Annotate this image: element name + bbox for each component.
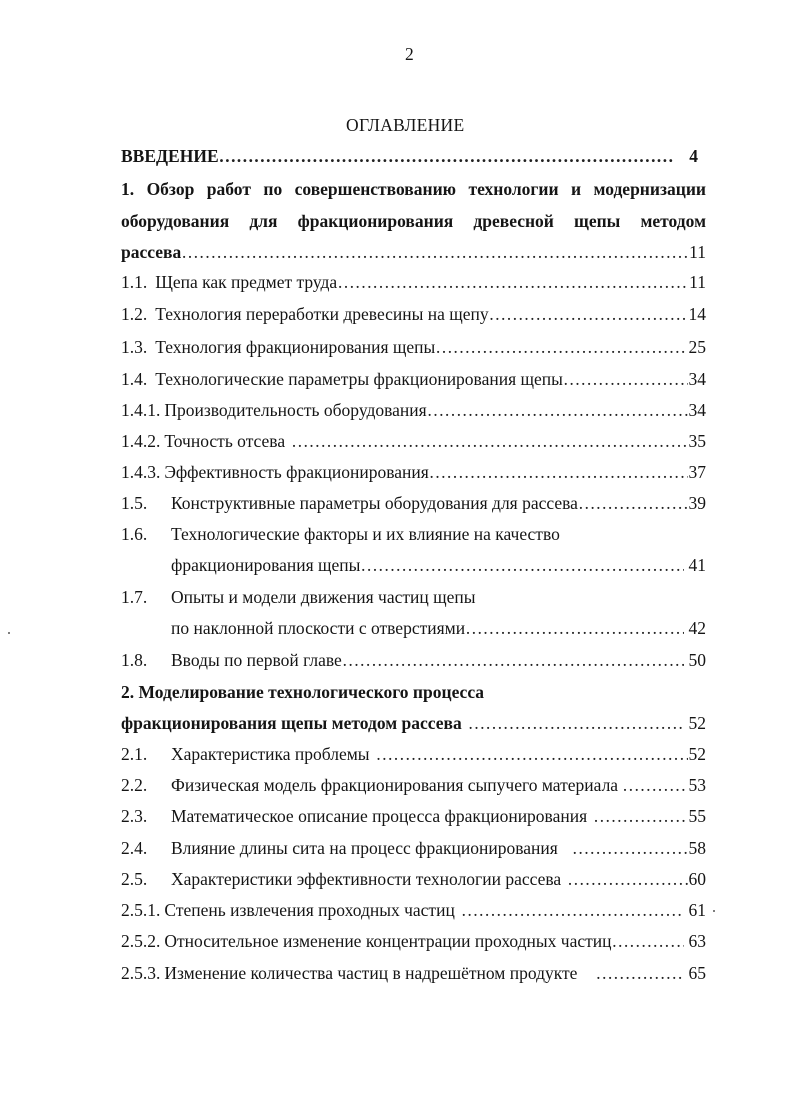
- toc-entry-1-5[interactable]: [171, 490, 706, 516]
- entry-title: Технологические параметры фракционирования щепы: [155, 369, 563, 389]
- toc-entry-1-2[interactable]: [121, 301, 706, 327]
- entry-number: 2.1.: [121, 744, 148, 764]
- entry-number: 1.8.: [121, 650, 148, 670]
- entry-title: фракционирования щепы: [171, 555, 361, 575]
- dot-leader: [435, 334, 687, 360]
- entry-title: Относительное изменение концентрации проходных частиц: [164, 931, 612, 951]
- entry-title: фракционирования щепы методом рассева: [121, 713, 462, 733]
- entry-title: Характеристики эффективности технологии рассева: [171, 869, 562, 889]
- entry-title: рассева: [121, 242, 182, 262]
- dot-leader: [376, 741, 688, 767]
- entry-number: 1.4.1.: [121, 400, 161, 420]
- entry-number: 1.3.: [121, 337, 148, 357]
- entry-number: 1.4.2.: [121, 431, 161, 451]
- dot-leader: [219, 143, 676, 169]
- entry-title: Изменение количества частиц в надрешётном продукте: [164, 963, 578, 983]
- toc-entry-2-5[interactable]: [171, 866, 706, 892]
- dot-leader: [468, 710, 684, 736]
- entry-page: 35: [688, 431, 706, 451]
- entry-page: 55: [688, 806, 706, 826]
- entry-number: 1.5.: [121, 493, 148, 513]
- entry-number: 2.5.2.: [121, 931, 161, 951]
- entry-number: 2.5.1.: [121, 900, 161, 920]
- entry-title: Щепа как предмет труда: [155, 272, 338, 292]
- entry-title: ВВЕДЕНИЕ: [121, 146, 219, 166]
- dot-leader: [572, 835, 688, 861]
- dot-leader: [337, 269, 688, 295]
- dot-leader: [429, 459, 688, 485]
- entry-page: 50: [688, 650, 706, 670]
- toc-entry-1-6-line1[interactable]: Технологические факторы и их влияние на качество: [171, 524, 560, 544]
- entry-title: Производительность оборудования: [164, 400, 427, 420]
- entry-page: 42: [688, 618, 706, 638]
- entry-title: Математическое описание процесса фракционирования: [171, 806, 588, 826]
- toc-entry-1-3[interactable]: [121, 334, 706, 360]
- entry-page: 34: [688, 369, 706, 389]
- toc-entry-1-7[interactable]: [171, 615, 706, 641]
- entry-number: 2.5.: [121, 869, 148, 889]
- entry-number: 2.4.: [121, 838, 148, 858]
- toc-entry-intro[interactable]: [121, 143, 698, 169]
- toc-chapter-1-line1[interactable]: 1. Обзор работ по совершенствованию технологии и модернизации: [121, 179, 706, 199]
- entry-number: 1.1.: [121, 272, 148, 292]
- dot-leader: [427, 397, 688, 423]
- entry-title: Технология фракционирования щепы: [155, 337, 436, 357]
- toc-chapter-2-line1[interactable]: 2. Моделирование технологического процесса: [121, 682, 485, 702]
- dot-leader: [567, 866, 687, 892]
- entry-page: 53: [688, 775, 706, 795]
- dot-leader: [595, 960, 683, 986]
- toc-entry-1-4-1[interactable]: [121, 397, 706, 423]
- dot-leader: [563, 366, 688, 392]
- toc-entry-2-2[interactable]: [171, 772, 706, 798]
- entry-page: 41: [688, 555, 706, 575]
- entry-page: 39: [688, 493, 706, 513]
- entry-page: 52: [688, 713, 706, 733]
- entry-title: Эффективность фракционирования: [164, 462, 429, 482]
- entry-title: Конструктивные параметры оборудования для рассева: [171, 493, 578, 513]
- entry-title: Точность отсева: [164, 431, 286, 451]
- toc-chapter-1-line2[interactable]: оборудования для фракционирования древесной щепы методом: [121, 211, 706, 231]
- toc-entry-1-6[interactable]: [171, 552, 706, 578]
- scan-speck: [713, 910, 715, 912]
- entry-page: 37: [688, 462, 706, 482]
- entry-page: 61: [688, 900, 706, 920]
- entry-page: 63: [688, 931, 706, 951]
- toc-entry-2-5-3[interactable]: [121, 960, 706, 986]
- entry-page: 11: [689, 242, 706, 262]
- scan-speck: [8, 632, 10, 634]
- entry-page: 52: [688, 744, 706, 764]
- entry-title: Влияние длины сита на процесс фракционирования: [171, 838, 558, 858]
- entry-number: 1.6.: [121, 524, 148, 544]
- entry-title: Характеристика проблемы: [171, 744, 370, 764]
- entry-title: Степень извлечения проходных частиц: [164, 900, 455, 920]
- entry-number: 2.2.: [121, 775, 148, 795]
- entry-page: 60: [688, 869, 706, 889]
- entry-title: Физическая модель фракционирования сыпучего материала: [171, 775, 619, 795]
- toc-entry-1-4-3[interactable]: [121, 459, 706, 485]
- entry-number: 1.4.: [121, 369, 148, 389]
- toc-entry-2-5-1[interactable]: [121, 897, 706, 923]
- dot-leader: [578, 490, 688, 516]
- toc-entry-2-4[interactable]: [171, 835, 706, 861]
- entry-page: 34: [688, 400, 706, 420]
- entry-number: 2.5.3.: [121, 963, 161, 983]
- entry-number: 1.4.3.: [121, 462, 161, 482]
- toc-entry-1-7-line1[interactable]: Опыты и модели движения частиц щепы: [171, 587, 476, 607]
- dot-leader: [612, 928, 684, 954]
- entry-number: 2.3.: [121, 806, 148, 826]
- dot-leader: [461, 897, 684, 923]
- dot-leader: [291, 428, 687, 454]
- entry-title: Вводы по первой главе: [171, 650, 342, 670]
- toc-entry-1-4[interactable]: [121, 366, 706, 392]
- toc-entry-2-3[interactable]: [171, 803, 706, 829]
- dot-leader: [181, 239, 688, 265]
- dot-leader: [593, 803, 687, 829]
- dot-leader: [360, 552, 683, 578]
- toc-entry-1-4-2[interactable]: [121, 428, 706, 454]
- entry-title: Технология переработки древесины на щепу: [155, 304, 489, 324]
- dot-leader: [489, 301, 688, 327]
- toc-entry-2-5-2[interactable]: [121, 928, 706, 954]
- entry-page: 11: [689, 272, 706, 292]
- entry-page: 25: [688, 337, 706, 357]
- entry-title: по наклонной плоскости с отверстиями: [171, 618, 466, 638]
- toc-chapter-1-line3[interactable]: [121, 239, 706, 265]
- entry-page: 58: [688, 838, 706, 858]
- entry-number: 1.7.: [121, 587, 148, 607]
- entry-number: 1.2.: [121, 304, 148, 324]
- toc-title: ОГЛАВЛЕНИЕ: [346, 115, 465, 135]
- dot-leader: [465, 615, 683, 641]
- entry-page: 65: [688, 963, 706, 983]
- dot-leader: [622, 772, 687, 798]
- entry-page: 4: [689, 146, 698, 166]
- toc-entry-1-1[interactable]: [121, 269, 706, 295]
- dot-leader: [342, 647, 684, 673]
- toc-entry-2-1[interactable]: [171, 741, 706, 767]
- entry-page: 14: [688, 304, 706, 324]
- toc-chapter-2[interactable]: [121, 710, 706, 736]
- toc-entry-1-8[interactable]: [171, 647, 706, 673]
